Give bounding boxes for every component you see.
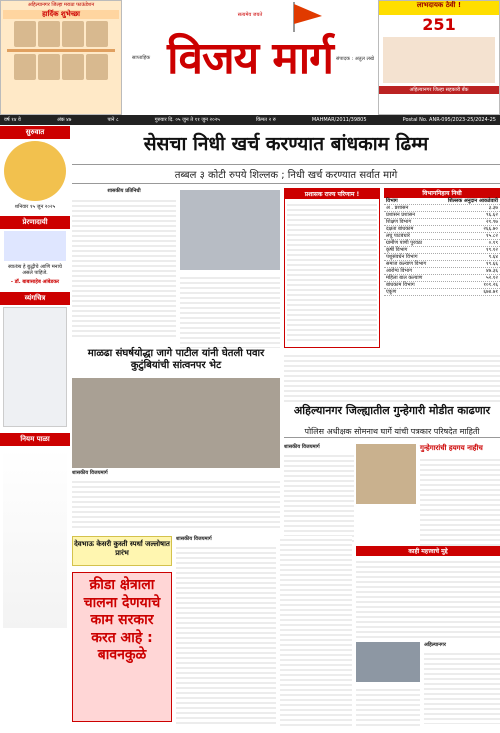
lead-text-lines bbox=[72, 197, 176, 337]
bottom-text-1 bbox=[176, 544, 276, 724]
event-photo bbox=[356, 642, 420, 682]
advertisement-left bbox=[0, 0, 122, 115]
lead-subhead: तब्बल ३ कोटी रुपये शिल्लक ; निधी खर्च करण्यात सर्वात मागे bbox=[72, 164, 500, 184]
fund-row-value: ९६.६२ bbox=[486, 212, 498, 218]
left-column bbox=[0, 126, 70, 733]
admin-box-title: प्रशासक राज्य परिणाम ! bbox=[285, 189, 379, 199]
dateline-issue: अंक ४७ bbox=[56, 117, 72, 123]
fund-table-row bbox=[384, 247, 500, 254]
fund-row-name: समाज कल्याण विभाग bbox=[386, 261, 427, 267]
dateline-reg: MAHMAR/2011/39805 bbox=[311, 117, 367, 123]
story3-text bbox=[284, 452, 354, 542]
person-photo bbox=[86, 54, 108, 80]
fund-table-row bbox=[384, 261, 500, 268]
main-column bbox=[72, 126, 500, 733]
flag-icon bbox=[264, 2, 324, 32]
ambedkar-portrait bbox=[4, 231, 66, 261]
story2-headline: माळढा संघर्षयोद्धा जागे पाटील यांनी घेतली पवार कुटुंबियांची सांत्वनपर भेट bbox=[87, 348, 265, 371]
dateline-bar bbox=[0, 115, 500, 125]
left-col-head-3: व्यंगचित्र bbox=[0, 292, 70, 305]
fund-table bbox=[384, 188, 500, 348]
fund-row-value: १९.१२ bbox=[486, 247, 498, 253]
bottom-text-3 bbox=[424, 650, 500, 724]
story3-byline: शासकीय विजयमार्ग bbox=[284, 444, 320, 450]
fund-table-header bbox=[384, 198, 500, 205]
cartoon-image bbox=[3, 307, 67, 427]
dateline-price: किंमत २ रु bbox=[256, 117, 276, 123]
fund-row-name: प्रशासन प्रशासन bbox=[386, 212, 415, 218]
ad-divider bbox=[7, 49, 115, 52]
story2-byline: शासकीय विजयमार्ग bbox=[72, 470, 108, 476]
lead-continuation-text bbox=[284, 352, 500, 402]
ad-right-image bbox=[383, 37, 495, 83]
sun-illustration bbox=[4, 141, 66, 201]
dateline-pages: पाने ८ bbox=[107, 117, 119, 123]
bottom-text-4 bbox=[356, 686, 420, 726]
dateline-postal: Postal No. ANR-095/2023-25/2024-25 bbox=[402, 117, 496, 123]
bottom-body-col3 bbox=[424, 642, 500, 726]
ad-left-line1: अहिल्यानगर जिल्हा मराठा फाऊंडेशन bbox=[27, 2, 95, 8]
fund-table-row bbox=[384, 289, 500, 296]
story3-side-text bbox=[420, 456, 500, 546]
left-col-quote: स्वातंत्र्य हे बुद्धीचे आणि मनाचे असले पाहिजे. bbox=[8, 263, 62, 276]
fund-table-col2: शिल्लक अनुदान आकडेवारी bbox=[447, 198, 498, 204]
fund-row-value: ९.६४ bbox=[488, 254, 498, 260]
fund-row-value: १०१.२६ bbox=[483, 282, 498, 288]
fund-table-row bbox=[384, 268, 500, 275]
left-col-head-2: प्रेरणादायी bbox=[0, 216, 70, 229]
fund-row-value: ३.३७ bbox=[488, 205, 498, 211]
fund-table-row bbox=[384, 254, 500, 261]
officer-photo bbox=[356, 444, 416, 504]
advertisement-right bbox=[378, 0, 500, 115]
admin-box-text bbox=[287, 201, 377, 341]
fund-table-row bbox=[384, 233, 500, 240]
lead-headline: सेसचा निधी खर्च करण्यात बांधकाम ढिम्म bbox=[143, 133, 429, 155]
left-col-head-4: नियम पाळा bbox=[0, 433, 70, 446]
fund-table-row bbox=[384, 226, 500, 233]
masthead-logo: विजय मार्ग bbox=[167, 33, 333, 84]
crida-headline: क्रीडा क्षेत्राला चालना देणयाचे काम सरकार करत आहे : बावनकुळे bbox=[72, 572, 172, 722]
bottom-byline: शासकीय विजयमार्ग bbox=[176, 536, 212, 542]
story3-headline: अहिल्यानगर जिल्ह्यातील गुन्हेगारी मोडीत काढणार bbox=[293, 404, 491, 417]
ad-left-photos-2 bbox=[1, 54, 121, 80]
fund-row-value: २१.९७ bbox=[486, 219, 498, 225]
ad-right-head: लाभदायक ठेवी ! bbox=[379, 1, 499, 15]
masthead-editor: संपादक : अतुल लखे bbox=[335, 56, 374, 62]
fund-table-row bbox=[384, 240, 500, 247]
fund-row-value: १९.६६ bbox=[486, 261, 498, 267]
banner-box: देवभाऊ केसरी कुस्ती स्पर्धा जल्लोषात प्रारंभ bbox=[72, 536, 172, 566]
story3-points-text bbox=[356, 558, 500, 638]
lead-body-col-1 bbox=[72, 188, 176, 348]
story3-body-col1 bbox=[284, 444, 354, 544]
fund-table-row bbox=[384, 275, 500, 282]
story3-side-head: गुन्हेगारांची हयगय नाहीच bbox=[420, 444, 483, 452]
ad-left-photos bbox=[1, 21, 121, 47]
fund-table-row bbox=[384, 282, 500, 289]
story2-body bbox=[72, 470, 280, 530]
fund-table-rows bbox=[384, 205, 500, 296]
fund-row-name: ग्रामीण पाणी पुरवठा bbox=[386, 240, 423, 246]
dateline-vol: वर्ष १४ वे bbox=[4, 117, 21, 123]
admin-box bbox=[284, 188, 380, 348]
fund-table-title: विभागनिहाय निधी bbox=[384, 188, 500, 198]
fund-row-name: दक्षता बांधकाम bbox=[386, 226, 414, 232]
fund-row-value: ५२.१२ bbox=[486, 275, 498, 281]
fund-row-value: १५.८२ bbox=[486, 233, 498, 239]
fund-row-value: २६६.७० bbox=[483, 226, 498, 232]
dateline-date: गुरुवार दि. ०५ जुन ते ११ जुन २०२५ bbox=[154, 117, 220, 123]
person-photo bbox=[14, 21, 36, 47]
bottom-text-2 bbox=[280, 536, 352, 726]
fund-table-col1: विभाग bbox=[386, 198, 398, 204]
story2-photo bbox=[72, 378, 280, 468]
fund-row-value: ६७४.७१ bbox=[483, 289, 498, 295]
lead-body-col-2 bbox=[180, 274, 280, 348]
person-photo bbox=[62, 54, 84, 80]
ad-right-rate: 251 bbox=[422, 15, 456, 34]
left-col-text-block bbox=[3, 448, 67, 628]
fund-row-name: लघु पाटबंधारे bbox=[386, 233, 410, 239]
fund-row-name: पशुसंवर्धन विभाग bbox=[386, 254, 418, 260]
fund-row-name: शिक्षण विभाग bbox=[386, 219, 412, 225]
person-photo bbox=[38, 54, 60, 80]
fund-table-row bbox=[384, 219, 500, 226]
fund-table-row bbox=[384, 212, 500, 219]
fund-table-row bbox=[384, 205, 500, 212]
fund-row-name: महिला बाल कल्याण bbox=[386, 275, 423, 281]
building-photo bbox=[180, 190, 280, 270]
ad-right-bank: अहिल्यानगर जिल्हा सहकारी बँक bbox=[379, 86, 499, 94]
person-photo bbox=[62, 21, 84, 47]
fund-row-name: बांधकाम विभाग bbox=[386, 282, 415, 288]
story3-subhead: पोलिस अधीक्षक सोमनाथ घार्गे यांची पत्रकार परिषदेत माहिती bbox=[284, 426, 500, 438]
left-col-quote-author: - डॉ. बाबासाहेब आंबेडकर bbox=[10, 278, 60, 285]
left-col-date: शनिवार १५ जुन २०२५ bbox=[14, 204, 56, 210]
lead-byline: शासकीय प्रतिनिधी bbox=[107, 188, 141, 194]
person-photo bbox=[14, 54, 36, 80]
story2-text bbox=[72, 478, 280, 528]
person-photo bbox=[38, 21, 60, 47]
fund-row-name: अ . प्रशासन bbox=[386, 205, 409, 211]
person-photo bbox=[86, 21, 108, 47]
fund-row-value: ०.१९ bbox=[488, 240, 498, 246]
fund-row-name: एकूण bbox=[386, 289, 397, 295]
fund-row-value: ४७.३६ bbox=[486, 268, 498, 274]
bottom-byline-2: अहिल्यानगर bbox=[424, 642, 446, 648]
fund-row-name: कृषी विभाग bbox=[386, 247, 408, 253]
story3-points-head: काही महत्त्वाचे मुद्दे bbox=[356, 546, 500, 556]
left-col-head-1: सुरुवात bbox=[0, 126, 70, 139]
fund-row-name: आरोग्य विभाग bbox=[386, 268, 413, 274]
masthead bbox=[122, 0, 378, 115]
ad-left-line2: हार्दिक शुभेच्छा bbox=[3, 10, 119, 19]
masthead-tagline: सत्यमेव जयते bbox=[237, 12, 263, 18]
masthead-weekly: साप्ताहिक bbox=[132, 55, 151, 61]
bottom-body-col1 bbox=[176, 536, 276, 726]
